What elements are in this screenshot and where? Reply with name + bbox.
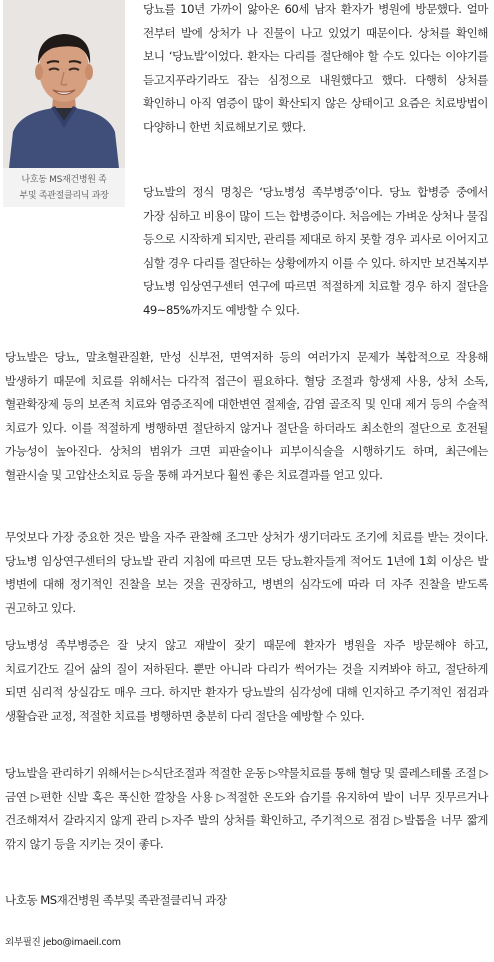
paragraph-prevention: 당뇨병성 족부병증은 잘 낫지 않고 재발이 잦기 때문에 환자가 병원을 자주 방문해야 하고, 치료기간도 길어 삶의 질이 저하된다. 뿐만 아니라 다리가 썩어가는 것을 지켜봐야 하고, 절단하게 되면 심리적 상실감도 매우 크다. 하지만 환자가 당뇨발의 심각성에 대해 인지하고 주기적인 점검과 생활습관 교정, 적절한 치료를 병행하면 충분히 다리 절단을 예방할 수 있다. xyxy=(5,638,488,723)
author-photo-box xyxy=(3,0,125,207)
paragraph-intro: 당뇨를 10년 가까이 앓아온 60세 남자 환자가 병원에 방문했다. 얼마 전부터 발에 상처가 나 진물이 나고 있었기 때문이다. 상처를 확인해 보니 ‘당뇨발’이었다. 환자는 다리를 절단해야 할 수도 있다는 이야기를 듣고지푸라기라도 잡는 심정으로 내원했다고 했다. 다행히 상처를 확인하니 아직 염증이 많이 확산되지 않은 상태이고 요즘은 치료방법이 다양하니 한번 치료해보기로 했다. xyxy=(143,2,488,134)
contributor-email: 외부필진 jebo@imaeil.com xyxy=(5,937,121,948)
photo-caption-line1: 나호동 MS재건병원 족 xyxy=(21,175,107,185)
paragraph-treatment: 당뇨발은 당뇨, 말초혈관질환, 만성 신부전, 면역저하 등의 여러가지 문제가 복합적으로 작용해 발생하기 때문에 치료를 위해서는 다각적 접근이 필요하다. 혈당 조절과 항생제 사용, 상처 소독, 혈관확장제 등의 보존적 치료와 염증조직에 대한변연 절제술, 감염 골조직 및 인대 제거 등의 수술적 치료가 있다. 이를 적절하게 병행하면 절단하지 않거나 절단을 하더라도 최소한의 절단으로 호전될 가능성이 높아진다. 상처의 범위가 크면 피판술이나 피부이식술을 시행하기도 하며, 최근에는 혈관시술 및 고압산소치료 등을 통해 과거보다 훨씬 좋은 치료결과를 얻고 있다. xyxy=(5,350,488,482)
paragraph-early-care: 무엇보다 가장 중요한 것은 발을 자주 관찰해 조그만 상처가 생기더라도 조기에 치료를 받는 것이다. 당뇨병 임상연구센터의 당뇨발 관리 지침에 따르면 모든 당뇨환자들게 적어도 1년에 1회 이상은 발 병변에 대해 정기적인 진찰을 보는 것을 권장하고, 병변의 심각도에 따라 더 자주 진찰을 받도록 권고하고 있다. xyxy=(5,530,488,615)
paragraph-management-tips: 당뇨발을 관리하기 위해서는 ▷식단조절과 적절한 운동 ▷약물치료를 통해 혈당 및 콜레스테롤 조절 ▷금연 ▷편한 신발 혹은 푹신한 깔창을 사용 ▷적절한 온도와 습기를 유지하여 발이 너무 짓무르거나 건조해져서 갈라지지 않게 관리 ▷자주 발의 상처를 확인하고, 주기적으로 점검 ▷발톱을 너무 짧게 깎지 않기 등을 지키는 것이 좋다. xyxy=(5,766,488,851)
photo-caption xyxy=(3,172,125,204)
author-photo xyxy=(3,0,125,168)
author-byline: 나호동 MS재건병원 족부및 족관절클리닉 과장 xyxy=(5,893,227,907)
author-portrait-image xyxy=(3,0,125,168)
paragraph-definition: 당뇨발의 정식 명칭은 ‘당뇨병성 족부병증’이다. 당뇨 합병증 중에서 가장 심하고 비용이 많이 드는 합병증이다. 처음에는 가벼운 상처나 물집 등으로 시작하게 되지만, 관리를 제대로 하지 못할 경우 괴사로 이어지고 심할 경우 다리를 절단하는 상황에까지 이를 수 있다. 하지만 보건복지부 당뇨병 임상연구센터 연구에 따르면 적절하게 치료할 경우 하지 절단을 49~85%까지도 예방할 수 있다. xyxy=(143,185,488,317)
photo-caption-line2: 부및 족관절클리닉 과장 xyxy=(19,191,109,201)
